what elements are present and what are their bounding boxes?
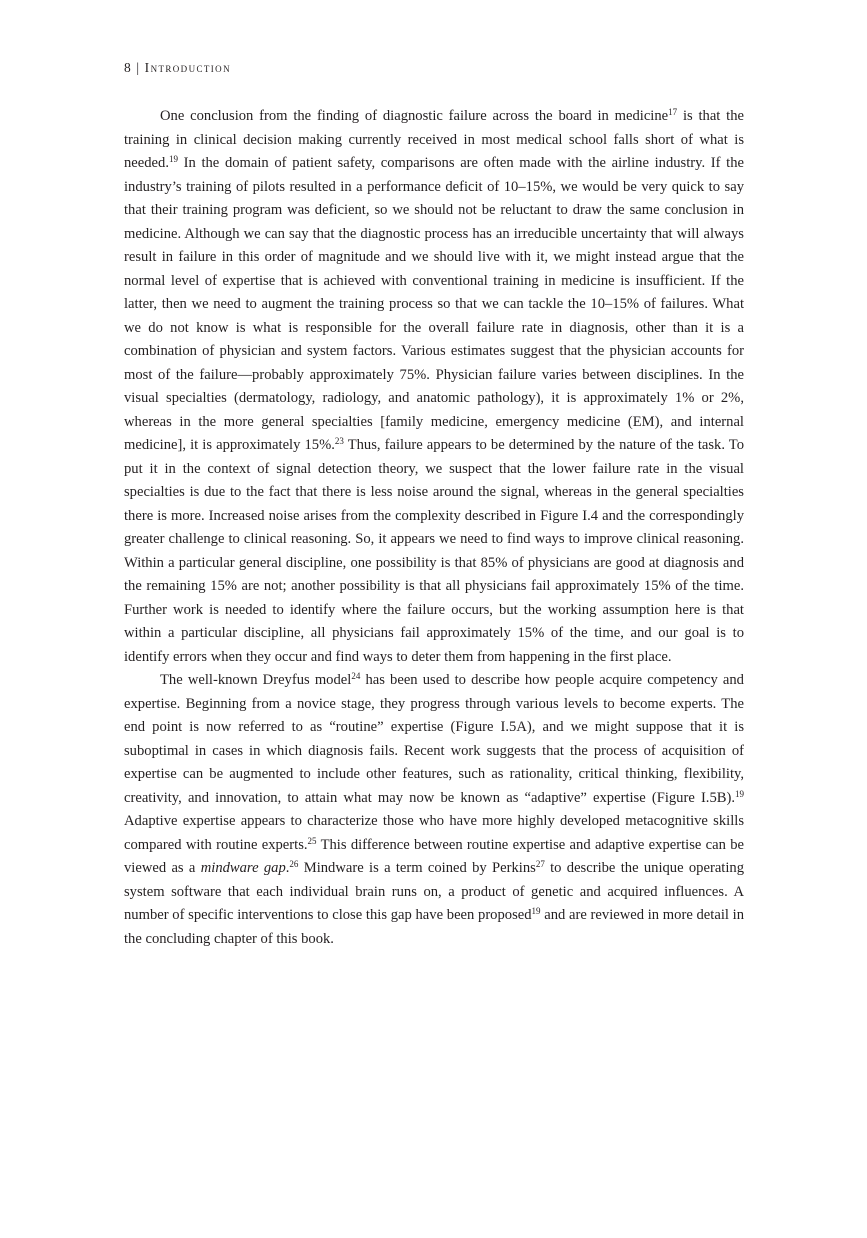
- text-run: Thus, failure appears to be determined by the nature of the task. To put it in the context of signal detection theory, we suspect that the lower failure rate in the visual specialties is due to the fact that there is less noise around the signal, whereas in the general specialties there is more. Increased noise arises from the complexity described in Figure I.4 and the correspondingly greater challenge to clinical reasoning. So, it appears we need to find ways to improve clinical reasoning. Within a particular general discipline, one possibility is that 85% of physicians are good at diagnosis and the remaining 15% are not; another possibility is that all physicians fail approximately 15% of the time. Further work is needed to identify where the failure occurs, but the working assumption here is that within a particular discipline, all physicians fail approximately 15% of the time, and our goal is to identify errors when they occur and find ways to deter them from happening in the first place.: [124, 437, 744, 665]
- section-title: Introduction: [144, 60, 231, 75]
- paragraph-2: [124, 669, 744, 951]
- text-run: .: [285, 860, 290, 876]
- reference-19: 19: [531, 906, 541, 916]
- text-run: One conclusion from the finding of diagnostic failure across the board in medicine: [160, 108, 669, 124]
- reference-23: 23: [334, 436, 344, 446]
- body-text: [124, 105, 744, 951]
- text-run: The well-known Dreyfus model: [160, 672, 352, 688]
- reference-19: 19: [735, 788, 744, 799]
- text-run: and are reviewed in more detail in the concluding chapter of this book.: [124, 907, 744, 947]
- text-run: Adaptive expertise appears to characterize those who have more highly developed metacognitive skills compared with routine experts.: [124, 813, 744, 853]
- reference-25: 25: [307, 835, 317, 846]
- text-run: is that the training in clinical decision making currently received in most medical school falls short of what is needed.: [124, 108, 744, 171]
- text-run: In the domain of patient safety, comparisons are often made with the airline industry. If the industry’s training of pilots resulted in a performance deficit of 10–15%, we would be very quick to say that their training program was deficient, so we should not be reluctant to draw the same conclusion in medicine. Although we can say that the diagnostic process has an irreducible uncertainty that will always result in failure in this order of magnitude and we should live with it, we might instead argue that the normal level of expertise that is achieved with conventional training in medicine is insufficient. If the latter, then we need to augment the training process so that we can tackle the 10–15% of failures. What we do not know is what is responsible for the overall failure rate in diagnosis, other than it is a combination of physician and system factors. Various estimates suggest that the physician accounts for most of the failure—probably approximately 75%. Physician failure varies between disciplines. In the visual specialties (dermatology, radiology, and anatomic pathology), it is approximately 1% or 2%, whereas in the more general specialties [family medicine, emergency medicine (EM), and internal medicine], it is approximately 15%.: [124, 155, 744, 453]
- emphasis-term: mindware gap: [200, 860, 286, 876]
- text-run: Mindware is a term coined by Perkins: [298, 860, 536, 876]
- reference-24: 24: [351, 671, 361, 681]
- paragraph-1: [124, 105, 744, 669]
- reference-17: 17: [668, 107, 678, 117]
- text-run: This difference between routine expertise and adaptive expertise can be viewed as a: [124, 836, 744, 876]
- text-run: to describe the unique operating system software that each individual brain runs on, a product of genetic and acquired influences. A number of specific interventions to close this gap have been proposed: [124, 860, 745, 923]
- page-number: 8: [124, 60, 132, 75]
- text-run: has been used to describe how people acquire competency and expertise. Beginning from a novice stage, they progress through various levels to become experts. The end point is now referred to as “routine” expertise (Figure I.5A), and we might suppose that it is suboptimal in cases in which diagnosis fails. Recent work suggests that the process of acquisition of expertise can be augmented to include other features, such as rationality, critical thinking, flexibility, creativity, and innovation, to attain what may now be known as “adaptive” expertise (Figure I.5B).: [124, 672, 744, 806]
- running-head: [124, 60, 231, 76]
- reference-19: 19: [168, 154, 178, 164]
- reference-27: 27: [535, 859, 545, 869]
- reference-26: 26: [289, 859, 299, 869]
- header-separator: |: [136, 60, 140, 75]
